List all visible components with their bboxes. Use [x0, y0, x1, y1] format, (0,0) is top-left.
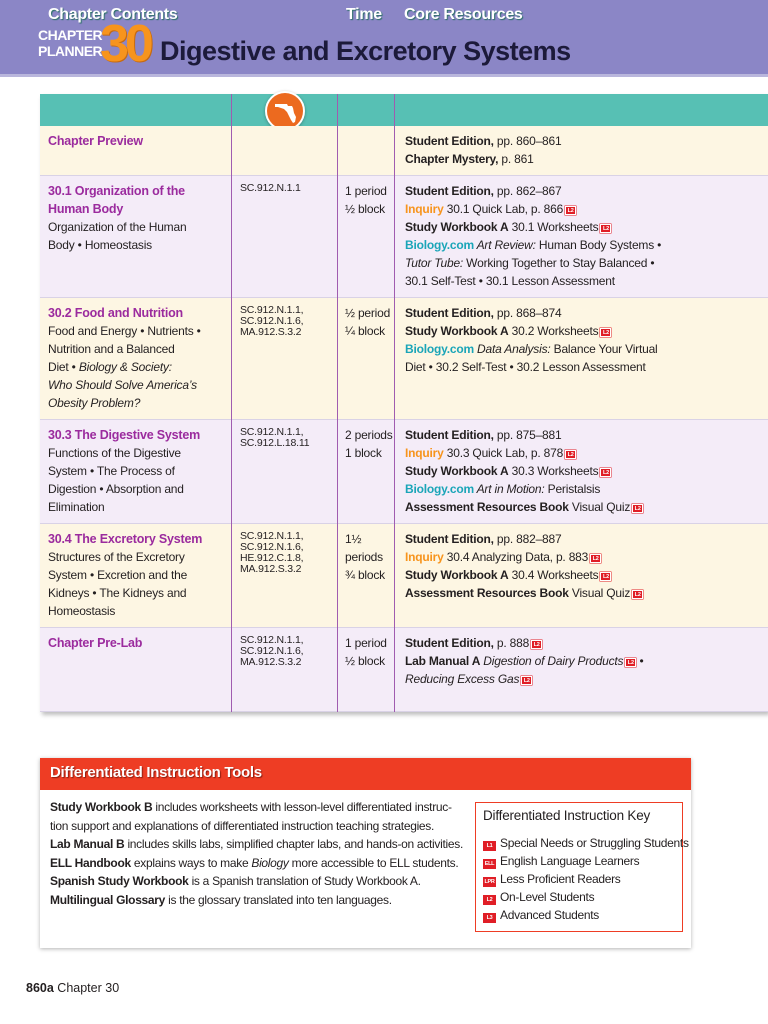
standards-30-1: SC.912.N.1.1 [240, 182, 301, 194]
l2-badge-icon: L2 [565, 450, 576, 459]
dit-tools-list [50, 798, 470, 909]
lpr-badge-icon: LPR [484, 879, 495, 885]
footer-chapter: Chapter 30 [57, 981, 120, 995]
l2-badge-icon: L2 [590, 554, 601, 563]
chapter-number: 30 [100, 15, 150, 73]
florida-standards-icon [265, 91, 305, 131]
resources-30-1: Student Edition, pp. 862–867 Inquiry 30.1 Quick Lab, p. 866 L2 Study Workbook A 30.1 Worksheets L2 Biology.com Art Review: Human Body Systems • Tutor Tube: Working Together to Stay Balanced • 30.1 Self-Test • 30.1 Lesson Assessment [405, 184, 662, 288]
list-item: Multilingual Glossary is the glossary translated into ten languages. [50, 892, 392, 907]
l2-badge-icon: L2 [600, 572, 611, 581]
l2-badge-icon: L2 [565, 206, 576, 215]
chapter-planner-label: CHAPTER PLANNER [38, 27, 103, 59]
list-item: L2 On-Level Students [483, 888, 689, 906]
row-title-chapter-pre-lab: Chapter Pre-Lab [48, 636, 143, 650]
list-item: ELL English Language Learners [484, 854, 640, 868]
instruction-key-title: Differentiated Instruction Key [483, 808, 651, 823]
resources-30-3: Student Edition, pp. 875–881 Inquiry 30.3 Quick Lab, p. 878 L2 Study Workbook A 30.3 Worksheets L2 Biology.com Art in Motion: Peristalsis Assessment Resources Book Visual Quiz L2 [405, 426, 765, 516]
table-header [40, 94, 768, 126]
biology-com-link[interactable]: Biology.com [405, 238, 474, 252]
list-item: Spanish Study Workbook is a Spanish translation of Study Workbook A. [50, 874, 421, 888]
time-30-3: 2 periods 1 block [345, 428, 393, 460]
row-contents-30-3: 30.3 The Digestive System Functions of the Digestive System • The Process of Digestion • Absorption and Elimination [48, 428, 201, 514]
standards-pre-lab: SC.912.N.1.1, SC.912.N.1.6, MA.912.S.3.2 [240, 634, 304, 668]
l2-badge-icon: L2 [531, 640, 542, 649]
page-title: Digestive and Excretory Systems [160, 36, 571, 66]
standards-30-2: SC.912.N.1.1, SC.912.N.1.6, MA.912.S.3.2 [240, 304, 304, 338]
l2-badge-icon: L2 [600, 224, 611, 233]
ell-badge-icon: ELL [484, 861, 495, 867]
biology-com-link[interactable]: Biology.com [405, 482, 474, 496]
col-header-time: Time [346, 6, 382, 23]
l2-badge-icon: L2 [600, 328, 611, 337]
biology-com-link[interactable]: Biology.com [405, 342, 474, 356]
resources-30-2: Student Edition, pp. 868–874 Study Workbook A 30.2 Worksheets L2 Biology.com Data Analysis: Balance Your Virtual Diet • 30.2 Self-Test • 30.2 Lesson Assessment [405, 306, 658, 374]
l2-badge-icon: L2 [632, 504, 643, 513]
col-header-resources: Core Resources [404, 6, 523, 23]
row-title-chapter-preview: Chapter Preview [48, 134, 143, 148]
list-item: LPR Less Proficient Readers [484, 872, 621, 886]
l3-badge-icon: L3 [483, 913, 496, 923]
resources-30-4: Student Edition, pp. 882–887 Inquiry 30.4 Analyzing Data, p. 883 L2 Study Workbook A 30.4 Worksheets L2 Assessment Resources Book Visual Quiz L2 [405, 530, 765, 602]
column-divider [231, 94, 232, 712]
list-item: L1 Special Needs or Struggling Students [483, 834, 689, 852]
column-divider [394, 94, 395, 712]
list-item: Lab Manual B includes skills labs, simplified chapter labs, and hands-on activities. [50, 837, 463, 851]
l2-badge-icon: L2 [521, 676, 532, 685]
dit-title: Differentiated Instruction Tools [50, 764, 262, 781]
time-30-2: ½ period ¼ block [345, 306, 391, 338]
list-item: tion support and explanations of differentiated instruction teaching strategies. [50, 818, 435, 833]
resources-pre-lab: Student Edition, p. 888 L2 Lab Manual A Digestion of Dairy Products L2 • Reducing Excess Gas L2 [405, 636, 644, 686]
instruction-key-list [483, 834, 689, 924]
list-item: L3 Advanced Students [483, 906, 689, 924]
time-30-1: 1 period ½ block [345, 184, 387, 216]
l2-badge-icon: L2 [483, 895, 496, 905]
l1-badge-icon: L1 [483, 841, 496, 851]
l2-badge-icon: L2 [600, 468, 611, 477]
time-pre-lab: 1 period ½ block [345, 636, 387, 668]
row-contents-30-2: 30.2 Food and Nutrition Food and Energy • Nutrients • Nutrition and a Balanced Diet • Biology & Society: Who Should Solve America’s Obesity Problem? [48, 306, 201, 410]
l2-badge-icon: L2 [632, 590, 643, 599]
resources-chapter-preview: Student Edition, pp. 860–861 Chapter Mystery, p. 861 [405, 134, 562, 166]
l2-badge-icon: L2 [625, 658, 636, 667]
row-contents-30-1: 30.1 Organization of the Human Body Organization of the Human Body • Homeostasis [48, 184, 187, 252]
standards-30-4: SC.912.N.1.1, SC.912.N.1.6, HE.912.C.1.8, MA.912.S.3.2 [240, 530, 304, 575]
page-footer [26, 981, 119, 995]
time-30-4: 1½ periods ¾ block [345, 532, 385, 582]
standards-30-3: SC.912.N.1.1, SC.912.L.18.11 [240, 426, 310, 449]
col-header-contents: Chapter Contents [48, 6, 178, 23]
page-number: 860a [26, 981, 54, 995]
list-item: Study Workbook B includes worksheets with lesson-level differentiated instruc- [50, 800, 452, 814]
row-contents-30-4: 30.4 The Excretory System Structures of the Excretory System • Excretion and the Kidneys • The Kidneys and Homeostasis [48, 532, 203, 618]
list-item: ELL Handbook explains ways to make Biology more accessible to ELL students. [50, 855, 459, 870]
column-divider [337, 94, 338, 712]
